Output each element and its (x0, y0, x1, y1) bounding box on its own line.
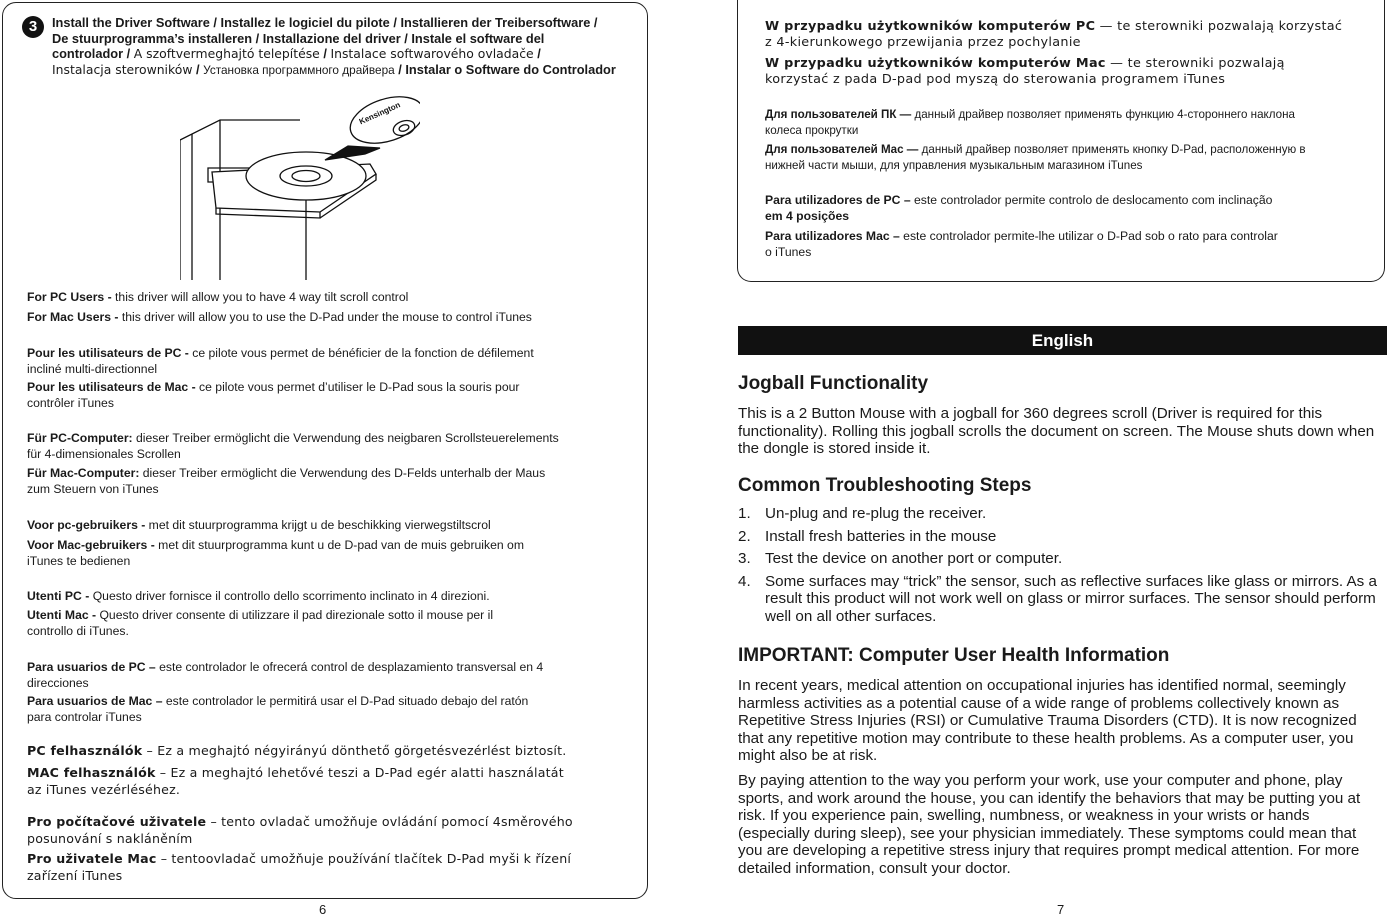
nl-pc-line (27, 518, 627, 534)
list-item (738, 573, 1383, 626)
hu-pc-line (27, 743, 627, 760)
install-title-3a: controlador / (52, 46, 134, 61)
nl-mac-label: Voor Mac-gebruikers - (27, 538, 159, 552)
pl-mac-label: W przypadku użytkowników komputerów Mac (765, 56, 1106, 71)
es-mac-text: este controlador le permitirá usar el D-Pad situado debajo del ratón (165, 694, 529, 708)
fr-pc-text: ce pilote vous permet de bénéficier de la fonction de défilement (192, 346, 534, 360)
nl-mac-text2: iTunes te bedienen (27, 553, 131, 568)
pl-mac-text: — te sterowniki pozwalają (1105, 56, 1285, 71)
paragraph-jogball: This is a 2 Button Mouse with a jogball for 360 degrees scroll (Driver is required for this functionality). Rolling this jogball scrolls the document on screen. The Mouse shuts down when the dongle is stored inside it. (738, 405, 1375, 458)
fr-pc-text2: incliné multi-directionnel (27, 361, 158, 376)
nl-mac-line (27, 538, 627, 569)
install-title-4d: / Instalar o Software do Controlador (394, 61, 616, 77)
list-item-number: 4. (738, 572, 751, 590)
de-pc-label: Für PC-Computer: (27, 431, 137, 445)
hu-mac-line (27, 765, 627, 798)
ru-mac-line (765, 142, 1365, 173)
fr-mac-text: ce pilote vous permet d’utiliser le D-Pad sous la souris pour (199, 380, 520, 394)
en-mac-label: For Mac Users - (27, 310, 122, 324)
page-number-left: 6 (319, 902, 327, 917)
pt-mac-label: Para utilizadores Mac – (765, 229, 900, 243)
install-title-4a: Instalacja sterowników (52, 61, 193, 77)
es-mac-text2: para controlar iTunes (27, 709, 142, 724)
heading-health: IMPORTANT: Computer User Health Information (738, 645, 1170, 666)
nl-pc-text: met dit stuurprogramma krijgt u de beschikking vierwegstiltscrol (148, 518, 491, 532)
en-mac-text: this driver will allow you to use the D-Pad under the mouse to control iTunes (121, 310, 532, 324)
de-mac-line (27, 466, 627, 497)
pl-pc-text2: z 4-kierunkowego przewijania przez pochylanie (765, 34, 1081, 50)
list-item-text: Test the device on another port or computer. (765, 550, 1063, 568)
fr-mac-label: Pour les utilisateurs de Mac - (27, 380, 200, 394)
fr-mac-line (27, 380, 627, 411)
list-item (738, 505, 1383, 523)
language-bar-english: English (738, 326, 1387, 355)
es-pc-line (27, 660, 627, 691)
de-pc-text2: für 4-dimensionales Scrollen (27, 446, 181, 461)
it-mac-label: Utenti Mac - (27, 608, 100, 622)
it-mac-line (27, 608, 627, 639)
it-mac-text: Questo driver consente di utilizzare il pad direzionale sotto il mouse per il (99, 608, 494, 622)
en-pc-text: this driver will allow you to have 4 way tilt scroll control (115, 290, 409, 304)
ru-pc-text: данный драйвер позволяет применять функцию 4-стороннего наклона (911, 108, 1295, 121)
de-mac-label: Für Mac-Computer: (27, 466, 143, 480)
en-pc-label: For PC Users - (27, 290, 116, 304)
list-item-number: 2. (738, 527, 751, 545)
pt-mac-text2: o iTunes (765, 244, 812, 259)
install-title-3d: Instalace softwarového ovladače (330, 46, 534, 61)
pt-mac-line (765, 229, 1365, 260)
nl-mac-text: met dit stuurprogramma kunt u de D-pad van de muis gebruiken om (158, 538, 524, 552)
fr-mac-text2: contrôler iTunes (27, 395, 114, 410)
cd-label-text: Kensington (357, 100, 402, 127)
pl-mac-line (765, 56, 1365, 87)
ru-pc-text2: колеса прокрутки (765, 123, 859, 137)
pt-pc-line (765, 193, 1365, 224)
install-title-3b: A szoftvermeghajtó telepítése (133, 46, 320, 61)
de-mac-text2: zum Steuern von iTunes (27, 481, 159, 496)
en-pc-line (27, 290, 627, 306)
install-title-line-1: Install the Driver Software / Installez le logiciel du pilote / Installieren der Treibersoftware / (52, 15, 598, 30)
de-mac-text: dieser Treiber ermöglicht die Verwendung des D-Felds unterhalb der Maus (142, 466, 546, 480)
install-title-3e: / (533, 46, 541, 61)
en-mac-line (27, 310, 627, 326)
cz-pc-label: Pro počítačové uživatele (27, 814, 207, 829)
pt-pc-text2: em 4 posições (765, 208, 849, 223)
it-mac-text2: controllo di iTunes. (27, 623, 129, 638)
pl-pc-text: — te sterowniki pozwalają korzystać (1095, 19, 1343, 34)
es-pc-text2: direcciones (27, 675, 89, 690)
list-item (738, 550, 1383, 568)
pl-pc-line (765, 19, 1365, 50)
list-item-text: Some surfaces may “trick” the sensor, such as reflective surfaces like glass or mirrors. As a result this product will not work well on glass or mirror surfaces. The sensor should perform well on all other surfaces. (765, 572, 1377, 625)
ru-pc-line (765, 107, 1365, 138)
hu-pc-text: – Ez a meghajtó négyirányú dönthető görgetésvezérlést biztosít. (142, 743, 567, 758)
it-pc-line (27, 589, 627, 605)
list-item-number: 1. (738, 505, 751, 522)
it-pc-text: Questo driver fornisce il controllo dello scorrimento inclinato in 4 direzioni. (92, 589, 490, 603)
de-pc-text: dieser Treiber ermöglicht die Verwendung des neigbaren Scrollsteuerelements (136, 431, 559, 445)
cd-drive-illustration (180, 90, 420, 280)
ru-mac-text: данный драйвер позволяет применять кнопку D-Pad, расположенную в (918, 143, 1306, 156)
pl-mac-text2: korzystać z pada D-pad pod myszą do sterowania programem iTunes (765, 71, 1226, 87)
install-title-3c: / (319, 46, 331, 61)
fr-pc-line (27, 346, 627, 377)
ru-mac-text2: нижней части мыши, для управления музыкальным магазином iTunes (765, 158, 1143, 172)
list-item-text: Install fresh batteries in the mouse (765, 527, 997, 545)
cz-mac-text2: zařízení iTunes (27, 867, 123, 883)
troubleshooting-list (738, 505, 1383, 631)
cz-mac-label: Pro uživatele Mac (27, 851, 157, 866)
list-item-number: 3. (738, 550, 751, 568)
paragraph-health-1: In recent years, medical attention on occupational injuries has identified normal, seemingly harmless activities as a potential cause of a wide range of problems collectively known as Repetitive Stress Injuries (RSI) or Cumulative Trauma Disorders (CTD). It is now recognized that any repetitive motion may contribute to these health problems. As a computer user, you might also be at risk. (738, 677, 1357, 765)
hu-mac-text2: az iTunes vezérléséhez. (27, 781, 181, 797)
pt-pc-text: este controlador permite controlo de deslocamento com inclinação (910, 193, 1273, 207)
es-pc-text: este controlador le ofrecerá control de desplazamiento transversal en 4 (159, 660, 544, 674)
install-title-4b: / (192, 61, 204, 77)
cz-pc-text: – tento ovladač umožňuje ovládání pomocí 4směrového (206, 814, 573, 829)
cz-mac-line (27, 851, 627, 884)
it-pc-label: Utenti PC - (27, 589, 93, 603)
pt-pc-label: Para utilizadores de PC – (765, 193, 911, 207)
cz-pc-line (27, 814, 627, 847)
paragraph-health-2: By paying attention to the way you perform your work, use your computer and phone, play sports, and work around the house, you can identify the behaviors that may be putting you at risk. If you experience pain, swelling, numbness, or weakness in your wrists or hands (especially during sleep), see your physician immediately. These symptoms could mean that you are developing a repetitive stress injury that requires prompt medical attention. For more detailed information, consult your doctor. (738, 772, 1361, 877)
install-driver-title (52, 15, 642, 78)
page-number-right: 7 (1057, 902, 1065, 917)
step-number-badge: 3 (22, 16, 44, 38)
install-title-line-2: De stuurprogramma’s installeren / Installazione del driver / Instale el software del (52, 30, 545, 46)
list-item (738, 528, 1383, 546)
ru-mac-label: Для пользователей Mac — (765, 143, 919, 156)
cz-mac-text: – tentoovladač umožňuje používání tlačítek D-Pad myši k řízení (156, 851, 572, 866)
es-mac-label: Para usuarios de Mac – (27, 694, 166, 708)
cz-pc-text2: posunování s nakláněním (27, 830, 193, 846)
install-title-4c: Установка программного драйвера (203, 62, 395, 77)
de-pc-line (27, 431, 627, 462)
pl-pc-label: W przypadku użytkowników komputerów PC (765, 19, 1096, 34)
ru-pc-label: Для пользователей ПК — (765, 108, 912, 121)
hu-mac-label: MAC felhasználók (27, 765, 156, 780)
heading-troubleshooting: Common Troubleshooting Steps (738, 475, 1032, 496)
nl-pc-label: Voor pc-gebruikers - (27, 518, 149, 532)
fr-pc-label: Pour les utilisateurs de PC - (27, 346, 193, 360)
hu-pc-label: PC felhasználók (27, 743, 143, 758)
es-pc-label: Para usuarios de PC – (27, 660, 160, 674)
pt-mac-text: este controlador permite-lhe utilizar o D-Pad sob o rato para controlar (899, 229, 1278, 243)
list-item-text: Un-plug and re-plug the receiver. (765, 505, 987, 522)
es-mac-line (27, 694, 627, 725)
hu-mac-text: – Ez a meghajtó lehetővé teszi a D-Pad egér alatti használatát (155, 765, 564, 780)
heading-jogball: Jogball Functionality (738, 373, 929, 394)
